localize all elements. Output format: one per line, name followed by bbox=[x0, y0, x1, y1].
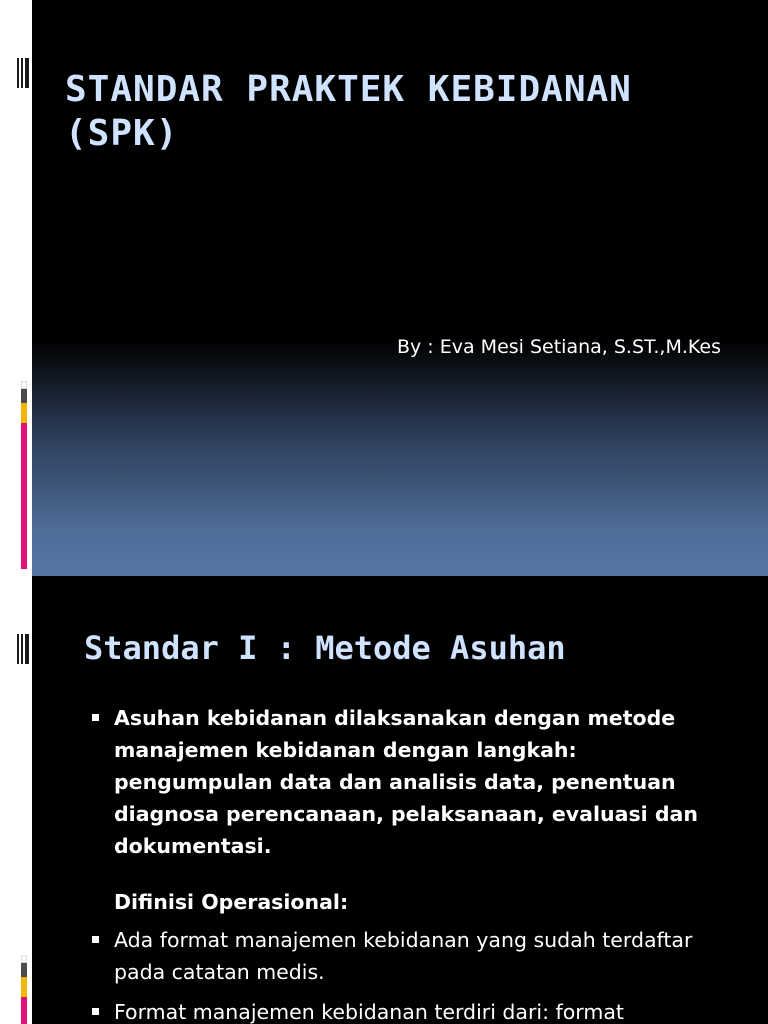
list-item-text: Format manajemen kebidanan terdiri dari: format bbox=[114, 1000, 624, 1024]
bullet-icon bbox=[92, 1008, 99, 1015]
bullet-icon bbox=[92, 714, 99, 721]
stripe-yellow bbox=[21, 403, 27, 423]
stripe-pink bbox=[21, 423, 27, 569]
barcode-icon bbox=[17, 634, 29, 664]
list-item bbox=[88, 924, 728, 988]
list-item bbox=[88, 996, 728, 1024]
stripe-yellow bbox=[21, 977, 27, 997]
stripe-pink bbox=[21, 997, 27, 1024]
stripe-gray bbox=[21, 963, 27, 977]
author-byline: By : Eva Mesi Setiana, S.ST.,M.Kes bbox=[396, 336, 721, 358]
content-slide bbox=[32, 576, 768, 1024]
slide-title: STANDAR PRAKTEK KEBIDANAN (SPK) bbox=[65, 69, 632, 154]
bullet-icon bbox=[92, 936, 99, 943]
list-item bbox=[88, 702, 728, 862]
barcode-icon bbox=[17, 58, 29, 88]
list-item-text: Ada format manajemen kebidanan yang sudah terdaftar pada catatan medis. bbox=[114, 928, 693, 984]
stripe-white bbox=[21, 955, 27, 963]
slide-title: Standar I : Metode Asuhan bbox=[84, 629, 566, 667]
slide-body bbox=[88, 702, 728, 1024]
stripe-white bbox=[21, 381, 27, 389]
title-slide bbox=[32, 0, 768, 576]
subheading: Difinisi Operasional: bbox=[114, 890, 349, 914]
stripe-gray bbox=[21, 389, 27, 403]
list-item-text: Asuhan kebidanan dilaksanakan dengan metode manajemen kebidanan dengan langkah: pengumpulan data dan analisis data, penentuan diagnosa perencanaan, pelaksanaan, evaluasi dan dokumentasi. bbox=[114, 706, 698, 858]
